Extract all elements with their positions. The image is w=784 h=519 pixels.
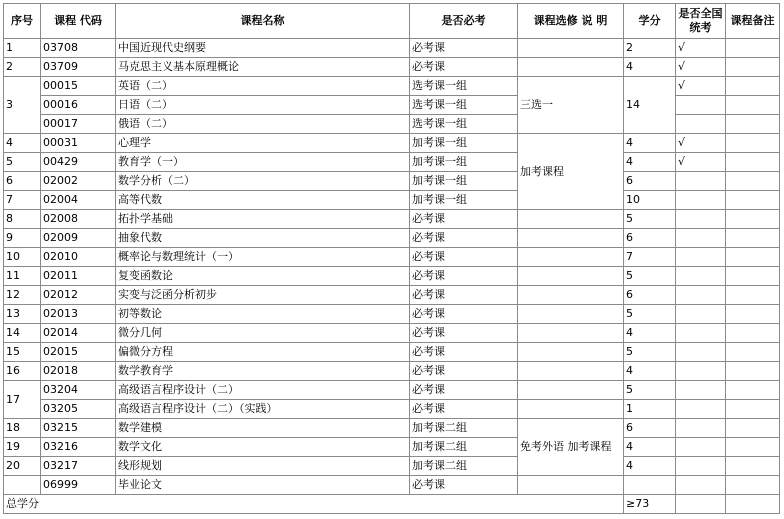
required-cell: 加考课二组 [410, 438, 518, 457]
header-required: 是否必考 [410, 4, 518, 39]
note-cell [726, 96, 780, 115]
code-cell: 03204 [41, 381, 116, 400]
table-row [4, 305, 780, 324]
name-cell: 马克思主义基本原理概论 [116, 58, 410, 77]
note-cell [726, 438, 780, 457]
elective-cell [518, 39, 624, 58]
code-cell: 03217 [41, 457, 116, 476]
table-row [4, 267, 780, 286]
credit-cell: 4 [624, 58, 676, 77]
code-cell: 02015 [41, 343, 116, 362]
table-row [4, 286, 780, 305]
table-row [4, 191, 780, 210]
table-row [4, 172, 780, 191]
credit-cell: 7 [624, 248, 676, 267]
required-cell: 加考课二组 [410, 419, 518, 438]
table-row [4, 438, 780, 457]
name-cell: 高级语言程序设计（二）（实践） [116, 400, 410, 419]
total-label: 总学分 [4, 495, 624, 514]
table-row [4, 324, 780, 343]
total-note-cell [726, 495, 780, 514]
national-cell [676, 229, 726, 248]
elective-cell [518, 476, 624, 495]
header-seq: 序号 [4, 4, 41, 39]
table-row [4, 248, 780, 267]
elective-cell [518, 400, 624, 419]
elective-cell [518, 286, 624, 305]
required-cell: 必考课 [410, 210, 518, 229]
national-cell: √ [676, 58, 726, 77]
table-row [4, 58, 780, 77]
name-cell: 偏微分方程 [116, 343, 410, 362]
code-cell: 03215 [41, 419, 116, 438]
code-cell: 00429 [41, 153, 116, 172]
seq-cell: 18 [4, 419, 41, 438]
elective-cell [518, 381, 624, 400]
required-cell: 选考课一组 [410, 115, 518, 134]
required-cell: 必考课 [410, 476, 518, 495]
note-cell [726, 229, 780, 248]
name-cell: 初等数论 [116, 305, 410, 324]
required-cell: 加考课一组 [410, 172, 518, 191]
elective-cell [518, 248, 624, 267]
national-cell [676, 343, 726, 362]
national-cell [676, 96, 726, 115]
national-cell: √ [676, 77, 726, 96]
national-cell: √ [676, 134, 726, 153]
name-cell: 高级语言程序设计（二） [116, 381, 410, 400]
credit-cell: 4 [624, 324, 676, 343]
seq-cell: 10 [4, 248, 41, 267]
seq-cell: 3 [4, 77, 41, 134]
required-cell: 必考课 [410, 229, 518, 248]
code-cell: 02009 [41, 229, 116, 248]
credit-cell [624, 476, 676, 495]
credit-cell: 6 [624, 229, 676, 248]
credit-cell: 5 [624, 381, 676, 400]
note-cell [726, 77, 780, 96]
national-cell [676, 115, 726, 134]
seq-cell: 16 [4, 362, 41, 381]
credit-cell: 4 [624, 134, 676, 153]
name-cell: 毕业论文 [116, 476, 410, 495]
credit-cell: 4 [624, 362, 676, 381]
credit-cell: 2 [624, 39, 676, 58]
table-row [4, 381, 780, 400]
header-row [4, 4, 780, 39]
elective-cell [518, 305, 624, 324]
required-cell: 选考课一组 [410, 96, 518, 115]
code-cell: 02008 [41, 210, 116, 229]
national-cell [676, 172, 726, 191]
note-cell [726, 343, 780, 362]
note-cell [726, 172, 780, 191]
note-cell [726, 267, 780, 286]
seq-cell: 5 [4, 153, 41, 172]
note-cell [726, 115, 780, 134]
elective-note-no-foreign: 免考外语 加考课程 [518, 419, 624, 476]
credit-cell: 4 [624, 438, 676, 457]
table-row [4, 476, 780, 495]
table-row [4, 39, 780, 58]
national-cell: √ [676, 39, 726, 58]
national-cell [676, 476, 726, 495]
required-cell: 必考课 [410, 248, 518, 267]
name-cell: 复变函数论 [116, 267, 410, 286]
required-cell: 必考课 [410, 39, 518, 58]
name-cell: 中国近现代史纲要 [116, 39, 410, 58]
seq-cell: 7 [4, 191, 41, 210]
code-cell: 00017 [41, 115, 116, 134]
national-cell [676, 210, 726, 229]
table-row [4, 134, 780, 153]
national-cell [676, 248, 726, 267]
name-cell: 数学分析（二） [116, 172, 410, 191]
table-row [4, 419, 780, 438]
elective-cell [518, 58, 624, 77]
seq-cell: 6 [4, 172, 41, 191]
name-cell: 英语（二） [116, 77, 410, 96]
code-cell: 02011 [41, 267, 116, 286]
code-cell: 06999 [41, 476, 116, 495]
total-national-cell [676, 495, 726, 514]
note-cell [726, 39, 780, 58]
name-cell: 实变与泛函分析初步 [116, 286, 410, 305]
header-elective: 课程选修 说 明 [518, 4, 624, 39]
national-cell [676, 267, 726, 286]
required-cell: 加考课一组 [410, 191, 518, 210]
note-cell [726, 305, 780, 324]
table-row [4, 210, 780, 229]
elective-cell [518, 229, 624, 248]
seq-cell: 1 [4, 39, 41, 58]
note-cell [726, 286, 780, 305]
national-cell [676, 457, 726, 476]
note-cell [726, 324, 780, 343]
note-cell [726, 457, 780, 476]
header-national: 是否全国统考 [676, 4, 726, 39]
required-cell: 加考课二组 [410, 457, 518, 476]
elective-cell [518, 343, 624, 362]
national-cell [676, 362, 726, 381]
national-cell [676, 305, 726, 324]
note-cell [726, 248, 780, 267]
code-cell: 02014 [41, 324, 116, 343]
credit-cell: 4 [624, 457, 676, 476]
note-cell [726, 210, 780, 229]
credit-cell: 1 [624, 400, 676, 419]
credit-cell: 5 [624, 305, 676, 324]
national-cell [676, 286, 726, 305]
code-cell: 02002 [41, 172, 116, 191]
note-cell [726, 191, 780, 210]
seq-cell: 17 [4, 381, 41, 419]
national-cell [676, 191, 726, 210]
note-cell [726, 58, 780, 77]
total-credit-value: ≥73 [624, 495, 676, 514]
credit-cell: 6 [624, 286, 676, 305]
table-row [4, 153, 780, 172]
elective-cell [518, 324, 624, 343]
note-cell [726, 419, 780, 438]
credit-cell: 10 [624, 191, 676, 210]
required-cell: 加考课一组 [410, 153, 518, 172]
table-row [4, 229, 780, 248]
code-cell: 03709 [41, 58, 116, 77]
seq-cell: 2 [4, 58, 41, 77]
seq-cell: 14 [4, 324, 41, 343]
seq-cell: 4 [4, 134, 41, 153]
national-cell [676, 419, 726, 438]
code-cell: 00016 [41, 96, 116, 115]
credit-cell: 5 [624, 267, 676, 286]
name-cell: 心理学 [116, 134, 410, 153]
header-credit: 学分 [624, 4, 676, 39]
seq-cell: 9 [4, 229, 41, 248]
note-cell [726, 362, 780, 381]
seq-cell: 11 [4, 267, 41, 286]
required-cell: 必考课 [410, 381, 518, 400]
note-cell [726, 400, 780, 419]
seq-cell: 15 [4, 343, 41, 362]
name-cell: 拓扑学基础 [116, 210, 410, 229]
required-cell: 必考课 [410, 305, 518, 324]
required-cell: 加考课一组 [410, 134, 518, 153]
code-cell: 02010 [41, 248, 116, 267]
credit-cell: 6 [624, 172, 676, 191]
name-cell: 数学建模 [116, 419, 410, 438]
code-cell: 03205 [41, 400, 116, 419]
name-cell: 微分几何 [116, 324, 410, 343]
national-cell [676, 438, 726, 457]
course-table [3, 3, 780, 514]
code-cell: 00031 [41, 134, 116, 153]
code-cell: 02004 [41, 191, 116, 210]
table-row [4, 400, 780, 419]
code-cell: 02018 [41, 362, 116, 381]
note-cell [726, 134, 780, 153]
header-code: 课程 代码 [41, 4, 116, 39]
credit-cell: 4 [624, 153, 676, 172]
elective-cell [518, 267, 624, 286]
required-cell: 必考课 [410, 343, 518, 362]
credit-cell: 5 [624, 210, 676, 229]
required-cell: 必考课 [410, 400, 518, 419]
elective-note-extra-course: 加考课程 [518, 134, 624, 210]
code-cell: 03216 [41, 438, 116, 457]
required-cell: 必考课 [410, 324, 518, 343]
name-cell: 俄语（二） [116, 115, 410, 134]
name-cell: 数学教育学 [116, 362, 410, 381]
header-note: 课程备注 [726, 4, 780, 39]
name-cell: 教育学（一） [116, 153, 410, 172]
required-cell: 必考课 [410, 58, 518, 77]
table-row [4, 343, 780, 362]
credit-cell: 6 [624, 419, 676, 438]
seq-cell: 12 [4, 286, 41, 305]
code-cell: 02012 [41, 286, 116, 305]
required-cell: 必考课 [410, 267, 518, 286]
note-cell [726, 153, 780, 172]
name-cell: 高等代数 [116, 191, 410, 210]
seq-cell: 19 [4, 438, 41, 457]
seq-cell: 20 [4, 457, 41, 476]
required-cell: 选考课一组 [410, 77, 518, 96]
note-cell [726, 476, 780, 495]
national-cell [676, 324, 726, 343]
name-cell: 概率论与数理统计（一） [116, 248, 410, 267]
national-cell [676, 381, 726, 400]
elective-cell [518, 210, 624, 229]
code-cell: 03708 [41, 39, 116, 58]
credit-cell: 14 [624, 77, 676, 134]
table-row [4, 457, 780, 476]
name-cell: 日语（二） [116, 96, 410, 115]
national-cell: √ [676, 153, 726, 172]
national-cell [676, 400, 726, 419]
seq-cell: 13 [4, 305, 41, 324]
code-cell: 00015 [41, 77, 116, 96]
table-row [4, 77, 780, 96]
credit-cell: 5 [624, 343, 676, 362]
name-cell: 线形规划 [116, 457, 410, 476]
required-cell: 必考课 [410, 286, 518, 305]
total-row [4, 495, 780, 514]
note-cell [726, 381, 780, 400]
required-cell: 必考课 [410, 362, 518, 381]
seq-cell: 8 [4, 210, 41, 229]
name-cell: 抽象代数 [116, 229, 410, 248]
name-cell: 数学文化 [116, 438, 410, 457]
elective-note-pick-one: 三选一 [518, 77, 624, 134]
code-cell: 02013 [41, 305, 116, 324]
seq-cell [4, 476, 41, 495]
elective-cell [518, 362, 624, 381]
table-row [4, 362, 780, 381]
header-name: 课程名称 [116, 4, 410, 39]
